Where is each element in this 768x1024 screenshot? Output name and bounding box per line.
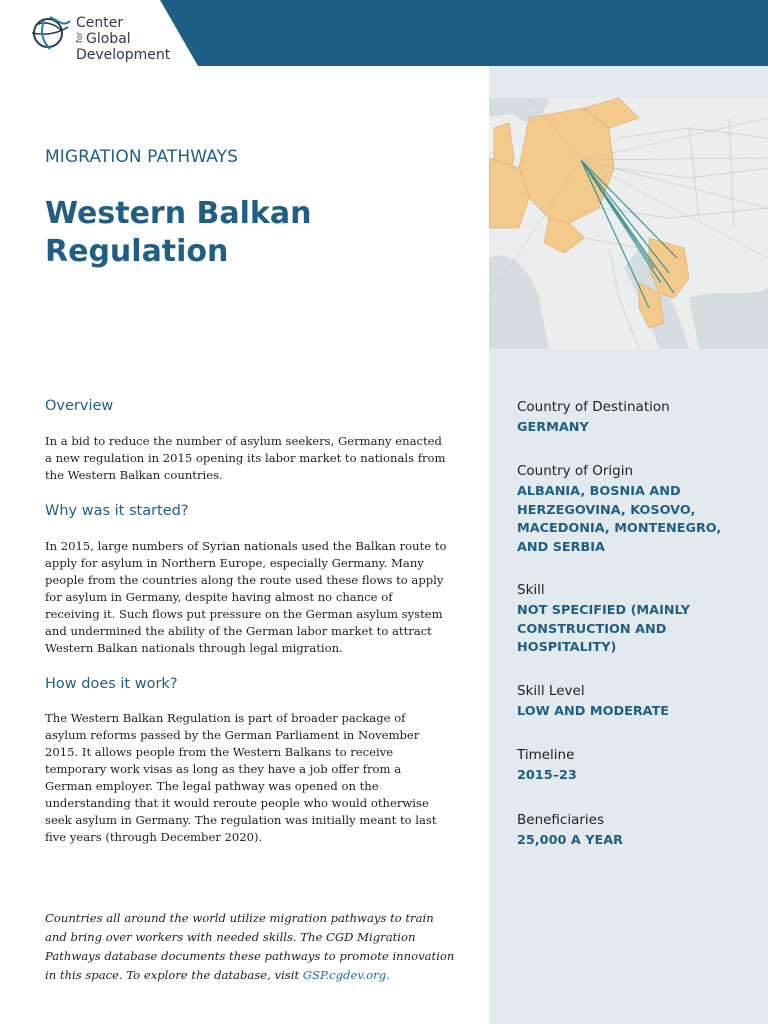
fact-label-destination: Country of Destination	[517, 399, 670, 415]
cgd-logo[interactable]	[30, 13, 190, 63]
section-heading-how: How does it work?	[45, 676, 178, 692]
section-body-how: The Western Balkan Regulation is part of broader package of asylum reforms passed by the German Parliament in November 2015. It allows people from the Western Balkans to receive temporary work visas as long as they have a job offer from a German employer. The legal pathway was opened on the understanding that it would reroute people who would otherwise seek asylum in Germany. The regulation was initially meant to last five years (through December 2020).	[45, 711, 437, 844]
fact-value-destination: GERMANY	[517, 420, 589, 435]
fact-label-skill-level: Skill Level	[517, 683, 585, 699]
logo-line2: Global	[86, 31, 131, 47]
section-heading-overview: Overview	[45, 398, 114, 414]
footer-note	[45, 909, 455, 985]
database-link[interactable]: GSP.cgdev.org.	[302, 968, 390, 982]
section-body-why: In 2015, large numbers of Syrian nationals used the Balkan route to apply for asylum in Northern Europe, especially Germany. Many people from the countries along the route used these flows to apply for asylum in Germany, despite having almost no chance of receiving it. Such flows put pressure on the German asylum system and undermined the ability of the German labor market to attract Western Balkan nationals through legal migration.	[45, 539, 447, 655]
logo-line1: Center	[76, 15, 124, 31]
logo-wordmark	[76, 15, 170, 63]
fact-label-skill: Skill	[517, 582, 545, 598]
globe-logo-icon	[30, 13, 74, 57]
page-header	[0, 0, 768, 66]
section-heading-why: Why was it started?	[45, 503, 189, 519]
footer-text: Countries all around the world utilize migration pathways to train and bring over workers with needed skills. The CGD Migration Pathways database documents these pathways to promote innovation in this space. To explore the database, visit	[45, 911, 455, 982]
europe-map-graphic	[489, 98, 768, 349]
fact-value-skill: NOT SPECIFIED (MAINLY CONSTRUCTION AND HOSPITALITY)	[517, 603, 690, 655]
logo-small: for	[75, 32, 84, 43]
europe-map	[489, 98, 768, 349]
fact-value-skill-level: LOW AND MODERATE	[517, 704, 670, 719]
logo-line3: Development	[76, 47, 171, 63]
fact-value-origin: ALBANIA, BOSNIA AND HERZEGOVINA, KOSOVO, MACEDONIA, MONTENEGRO, AND SERBIA	[517, 484, 722, 555]
fact-value-timeline: 2015–23	[517, 768, 577, 783]
fact-label-timeline: Timeline	[517, 747, 575, 763]
page-title: Western Balkan Regulation	[45, 196, 312, 269]
fact-label-origin: Country of Origin	[517, 463, 634, 479]
page-kicker: MIGRATION PATHWAYS	[45, 147, 238, 167]
fact-label-beneficiaries: Beneficiaries	[517, 812, 605, 828]
section-body-overview: In a bid to reduce the number of asylum seekers, Germany enacted a new regulation in 2015 opening its labor market to nationals from the Western Balkan countries.	[45, 434, 446, 482]
fact-value-beneficiaries: 25,000 A YEAR	[517, 833, 623, 848]
